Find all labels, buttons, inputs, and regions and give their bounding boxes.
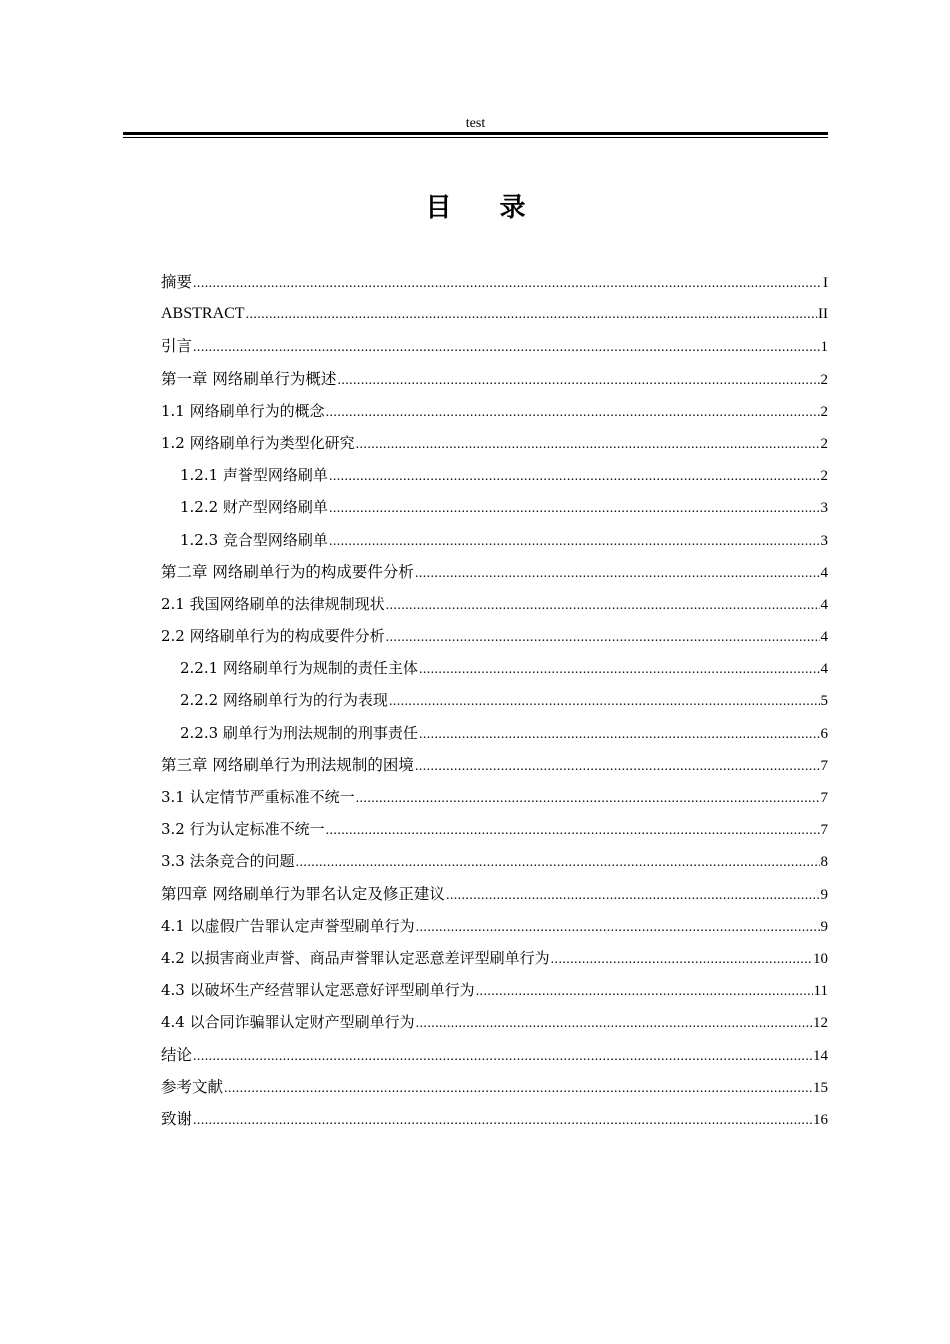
toc-entry-page-number: 10: [813, 950, 828, 967]
toc-entry-page-number: 4: [820, 564, 828, 581]
toc-entry[interactable]: [161, 942, 828, 974]
header-rule-thin: [123, 137, 828, 138]
toc-entry-title: 3.1 认定情节严重标准不统一: [161, 788, 355, 806]
toc-entry-page-number: 9: [820, 886, 828, 903]
toc-entry[interactable]: [161, 298, 828, 330]
table-of-contents: [161, 266, 828, 1135]
toc-entry-title: 2.2.1 网络刷单行为规制的责任主体: [180, 659, 418, 678]
dot-leader: [415, 751, 820, 783]
toc-heading-char-2: 录: [499, 193, 526, 223]
dot-leader: [193, 268, 822, 300]
toc-entry[interactable]: [161, 330, 828, 362]
toc-entry-page-number: II: [818, 306, 828, 323]
toc-entry[interactable]: [161, 620, 828, 652]
toc-entry[interactable]: [161, 1103, 828, 1135]
toc-entry-title: 致谢: [161, 1109, 193, 1128]
toc-entry-title: 1.1 网络刷单行为的概念: [161, 401, 325, 420]
dot-leader: [551, 944, 812, 976]
toc-entry-title: 参考文献: [161, 1077, 224, 1096]
dot-leader: [386, 590, 820, 622]
toc-entry-title: ABSTRACT: [161, 305, 245, 323]
toc-entry[interactable]: [161, 588, 828, 620]
toc-entry-page-number: 4: [820, 661, 828, 678]
toc-entry-page-number: 8: [820, 854, 828, 871]
toc-entry-title: 3.2 行为认定标准不统一: [161, 820, 325, 839]
toc-entry[interactable]: [161, 427, 828, 459]
toc-entry-title: 第四章 网络刷单行为罪名认定及修正建议: [161, 884, 445, 903]
toc-entry[interactable]: [161, 974, 828, 1006]
dot-leader: [476, 976, 813, 1008]
dot-leader: [296, 847, 820, 879]
dot-leader: [224, 1073, 812, 1105]
toc-entry-title: 4.1 以虚假广告罪认定声誉型刷单行为: [161, 916, 415, 935]
dot-leader: [419, 654, 820, 686]
toc-entry-title: 4.4 以合同诈骗罪认定财产型刷单行为: [161, 1013, 415, 1032]
toc-entry[interactable]: [161, 878, 828, 910]
dot-leader: [193, 332, 819, 364]
dot-leader: [326, 815, 820, 847]
toc-entry-page-number: 7: [820, 757, 828, 774]
toc-entry-page-number: 14: [813, 1047, 828, 1064]
toc-entry[interactable]: [161, 717, 828, 749]
toc-entry-title: 1.2.2 财产型网络刷单: [180, 498, 328, 517]
toc-entry-title: 第一章 网络刷单行为概述: [161, 369, 337, 388]
toc-entry-page-number: 1: [820, 339, 828, 356]
toc-entry[interactable]: [161, 395, 828, 427]
toc-entry[interactable]: [161, 266, 828, 298]
dot-leader: [326, 397, 820, 429]
toc-entry-page-number: 2: [820, 435, 828, 452]
toc-entry-page-number: 15: [813, 1079, 828, 1096]
toc-entry-title: 1.2 网络刷单行为类型化研究: [161, 433, 355, 452]
toc-entry-title: 2.1 我国网络刷单的法律规制现状: [161, 594, 385, 613]
toc-entry-title: 结论: [161, 1045, 193, 1064]
toc-entry[interactable]: [161, 781, 828, 813]
toc-heading: [123, 190, 828, 226]
toc-entry-page-number: 2: [820, 371, 828, 388]
dot-leader: [446, 880, 820, 912]
dot-leader: [386, 622, 820, 654]
toc-entry-page-number: 12: [813, 1015, 828, 1032]
dot-leader: [329, 526, 820, 558]
toc-entry-title: 4.2 以损害商业声誉、商品声誉罪认定恶意差评型刷单行为: [161, 948, 550, 967]
dot-leader: [246, 299, 817, 331]
toc-entry-title: 4.3 以破坏生产经营罪认定恶意好评型刷单行为: [161, 981, 475, 1000]
toc-entry-title: 2.2.2 网络刷单行为的行为表现: [180, 691, 388, 710]
dot-leader: [419, 719, 820, 751]
toc-entry-page-number: 11: [813, 983, 828, 1000]
toc-entry-title: 2.2.3 刷单行为刑法规制的刑事责任: [180, 723, 418, 742]
toc-entry[interactable]: [161, 749, 828, 781]
dot-leader: [416, 912, 820, 944]
toc-heading-char-1: 目: [425, 193, 452, 223]
toc-entry-page-number: 16: [813, 1111, 828, 1128]
dot-leader: [329, 493, 820, 525]
toc-entry[interactable]: [161, 845, 828, 877]
toc-entry-title: 引言: [161, 337, 193, 356]
toc-entry[interactable]: [161, 910, 828, 942]
toc-entry[interactable]: [161, 1039, 828, 1071]
toc-entry[interactable]: [161, 1006, 828, 1038]
toc-entry-title: 2.2 网络刷单行为的构成要件分析: [161, 627, 385, 646]
toc-entry-title: 1.2.1 声誉型网络刷单: [180, 466, 328, 485]
toc-entry[interactable]: [161, 459, 828, 491]
toc-entry[interactable]: [161, 524, 828, 556]
toc-entry-page-number: 2: [820, 468, 828, 485]
dot-leader: [356, 783, 820, 815]
toc-entry[interactable]: [161, 1071, 828, 1103]
toc-entry-page-number: 3: [820, 532, 828, 549]
running-header: test: [465, 116, 486, 131]
dot-leader: [193, 1041, 812, 1073]
dot-leader: [416, 1008, 812, 1040]
dot-leader: [356, 429, 820, 461]
dot-leader: [337, 365, 819, 397]
toc-entry-page-number: 5: [820, 693, 828, 710]
toc-entry-title: 第三章 网络刷单行为刑法规制的困境: [161, 755, 414, 774]
toc-entry[interactable]: [161, 813, 828, 845]
toc-entry-page-number: 7: [820, 822, 828, 839]
toc-entry-page-number: 4: [820, 629, 828, 646]
toc-entry[interactable]: [161, 652, 828, 684]
toc-entry-page-number: 6: [820, 725, 828, 742]
toc-entry-title: 第二章 网络刷单行为的构成要件分析: [161, 562, 414, 581]
toc-entry[interactable]: [161, 556, 828, 588]
toc-entry-page-number: 9: [820, 918, 828, 935]
toc-entry[interactable]: [161, 491, 828, 523]
header-rule-thick: [123, 132, 828, 135]
dot-leader: [329, 461, 820, 493]
toc-entry-page-number: 4: [820, 596, 828, 613]
toc-entry-title: 摘要: [161, 273, 193, 291]
toc-entry-page-number: 2: [820, 403, 828, 420]
toc-entry-page-number: I: [823, 275, 828, 291]
toc-entry[interactable]: [161, 684, 828, 716]
dot-leader: [415, 558, 820, 590]
toc-entry-page-number: 3: [820, 500, 828, 517]
toc-entry-page-number: 7: [820, 790, 828, 806]
dot-leader: [193, 1105, 812, 1137]
toc-entry-title: 3.3 法条竞合的问题: [161, 852, 295, 871]
toc-entry-title: 1.2.3 竞合型网络刷单: [180, 530, 328, 549]
dot-leader: [389, 686, 820, 718]
toc-entry[interactable]: [161, 363, 828, 395]
